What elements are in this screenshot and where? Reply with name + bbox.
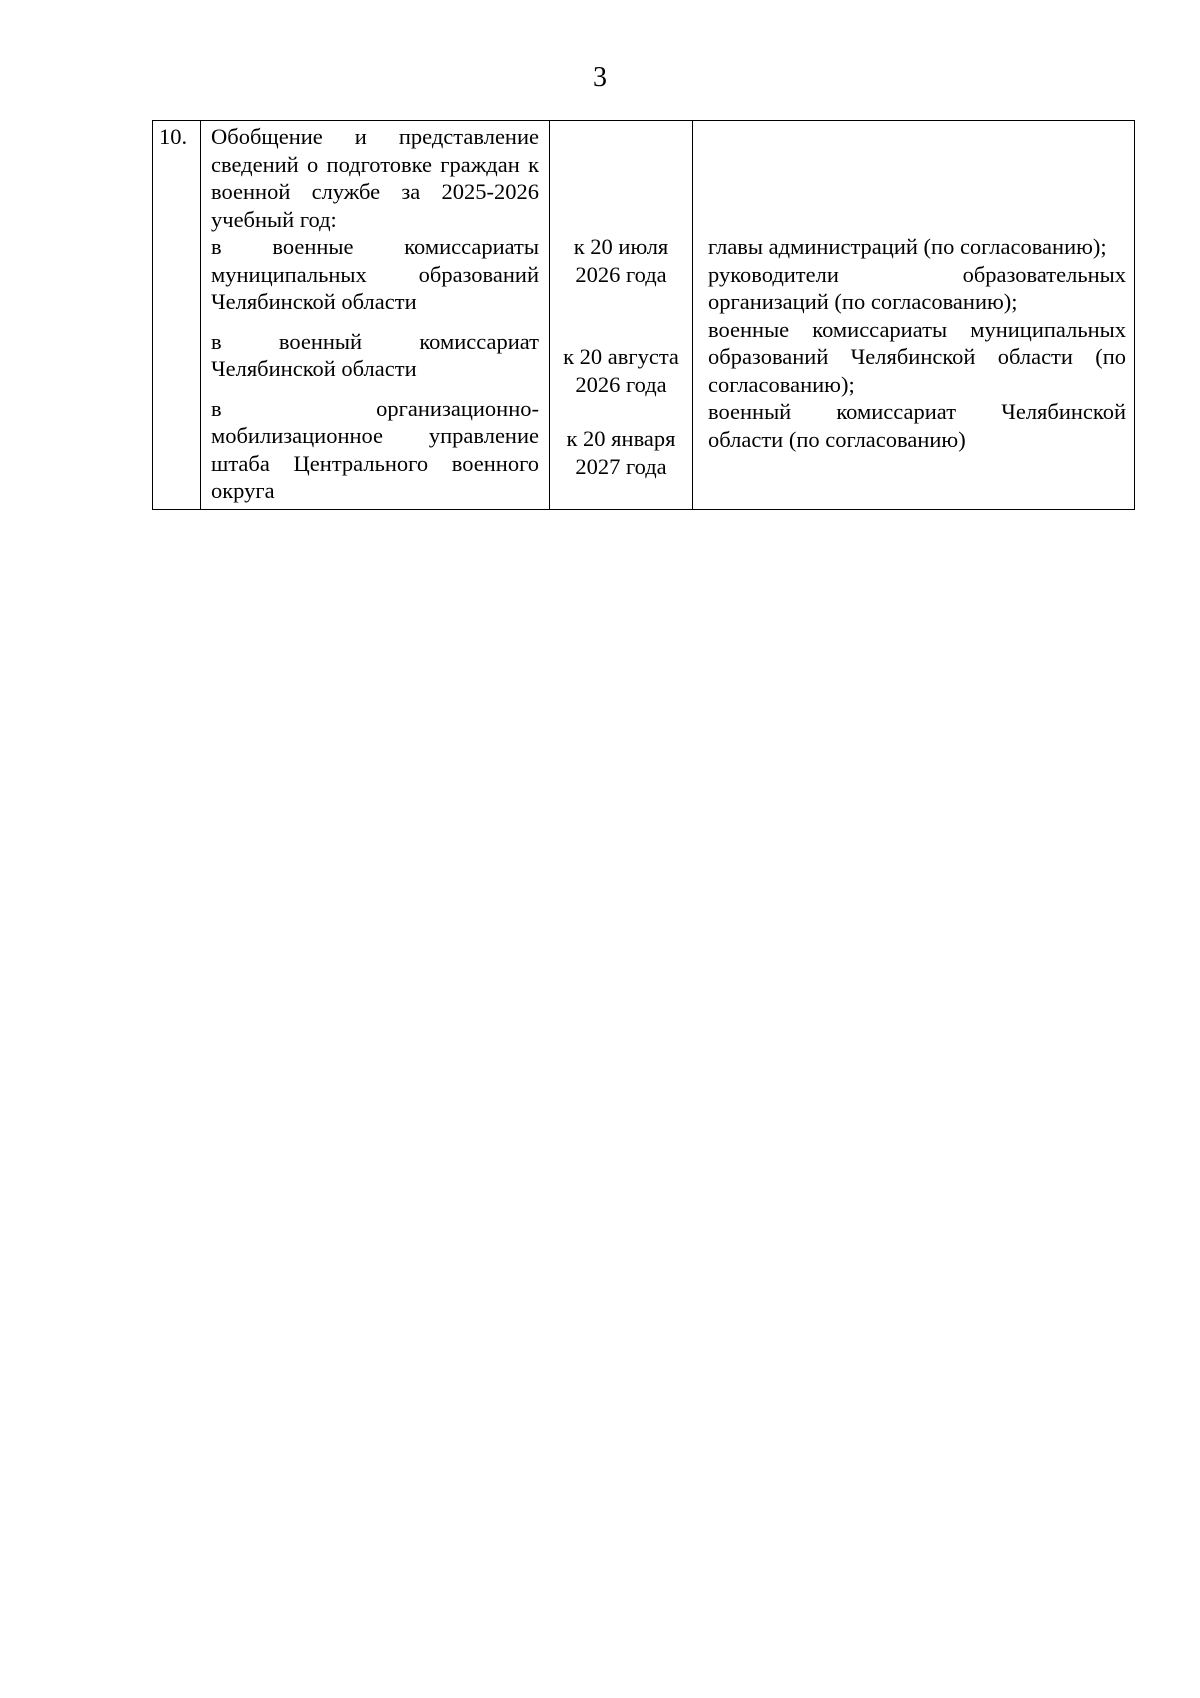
- event-item-2: в военный комиссариат Челябинской области: [211, 328, 539, 381]
- responsible-cell: [693, 121, 1135, 510]
- event-item-3: в организационно-мобилизационное управление штаба Центрального военного округа: [211, 395, 539, 503]
- page-number: 3: [593, 62, 607, 93]
- table-row: [153, 121, 1135, 510]
- event-item-1: в военные комиссариаты муниципальных образований Челябинской области: [211, 234, 539, 314]
- row-number: 10.: [159, 124, 188, 149]
- term-item-1: к 20 июля 2026 года: [573, 234, 669, 287]
- row-number-cell: [153, 121, 201, 510]
- term-item-3: к 20 января 2027 года: [566, 426, 676, 479]
- term-cell: [550, 121, 693, 510]
- event-cell: [201, 121, 550, 510]
- responsible-item-1a: главы администраций (по согласованию);: [708, 234, 1107, 259]
- responsible-item-2: военные комиссариаты муниципальных образований Челябинской области (по согласованию);: [708, 316, 1126, 397]
- term-item-2: к 20 августа 2026 года: [563, 344, 679, 397]
- responsible-item-1b: руководители образовательных организаций (по согласованию);: [708, 261, 1126, 314]
- event-heading: Обобщение и представление сведений о подготовке граждан к военной службе за 2025-2026 учебный год:: [211, 124, 539, 232]
- plan-table: [152, 120, 1135, 510]
- responsible-item-3: военный комиссариат Челябинской области (по согласованию): [708, 399, 1126, 452]
